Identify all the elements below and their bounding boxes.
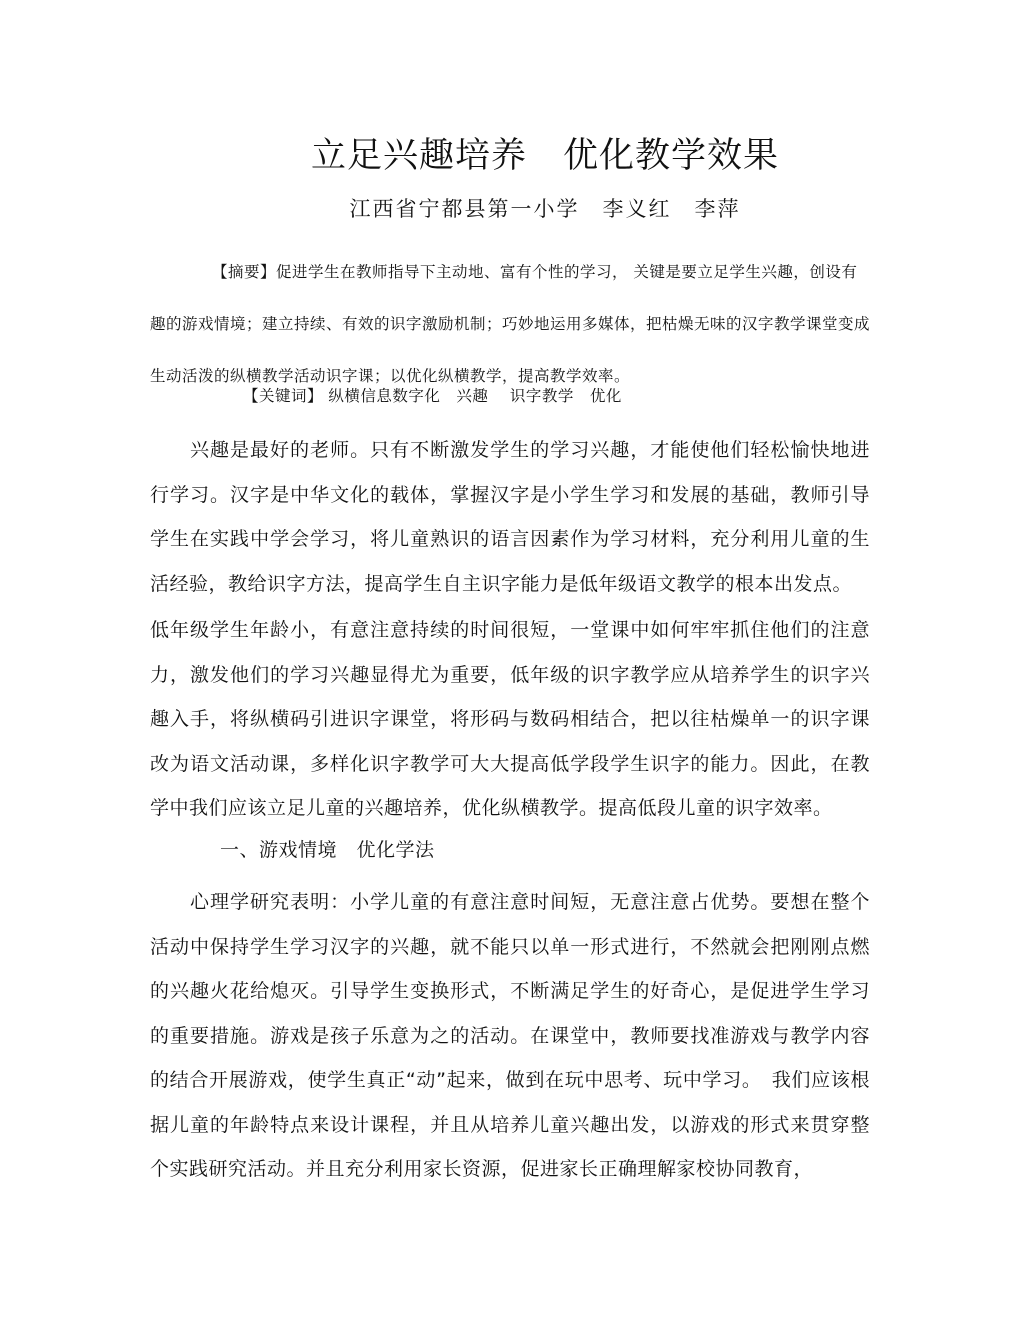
body-paragraph-2: 低年级学生年龄小，有意注意持续的时间很短，一堂课中如何牢牢抓住他们的注意力，激发他们的学习兴趣显得尤为重要，低年级的识字教学应从培养学生的识字兴趣入手，将纵横码引进识字课堂，将形码与数码相结合，把以往枯燥单一的识字课改为语文活动课，多样化识字教学可大大提高低学段学生识字的能力。因此，在教学中我们应该立足儿童的兴趣培养，优化纵横教学。提高低段儿童的识字效率。 <box>150 619 870 819</box>
keywords: 【关键词】 纵横信息数字化 兴趣 识字教学 优化 <box>243 387 622 405</box>
body-paragraph-3: 心理学研究表明：小学儿童的有意注意时间短，无意注意占优势。要想在整个活动中保持学生学习汉字的兴趣，就不能只以单一形式进行，不然就会把刚刚点燃的兴趣火花给熄灭。引导学生变换形式，不断满足学生的好奇心，是促进学生学习的重要措施。游戏是孩子乐意为之的活动。在课堂中，教师要找准游戏与教学内容的结合开展游戏，使学生真正“动”起来，做到在玩中思考、玩中学习。 我们应该根据儿童的年龄特点来设计课程，并且从培养儿童兴趣出发，以游戏的形式来贯穿整个实践研究活动。并且充分利用家长资源，促进家长正确理解家校协同教育， <box>150 891 870 1180</box>
section-heading: 一、游戏情境 优化学法 <box>220 839 435 861</box>
abstract-text: 【摘要】促进学生在教师指导下主动地、富有个性的学习， 关键是要立足学生兴趣，创设有趣的游戏情境；建立持续、有效的识字激励机制；巧妙地运用多媒体，把枯燥无味的汉字教学课堂变成生动活泼的纵横教学活动识字课；以优化纵横教学，提高教学效率。 <box>150 263 871 385</box>
document-title: 立足兴趣培养 优化教学效果 <box>310 136 779 176</box>
body-paragraph-1: 兴趣是最好的老师。只有不断激发学生的学习兴趣，才能使他们轻松愉快地进行学习。汉字是中华文化的载体，掌握汉字是小学生学习和发展的基础，教师引导学生在实践中学会学习，将儿童熟识的语言因素作为学习材料，充分利用儿童的生活经验，教给识字方法，提高学生自主识字能力是低年级语文教学的根本出发点。 <box>150 439 870 595</box>
abstract <box>150 246 870 402</box>
document-authors: 江西省宁都县第一小学 李义红 李萍 <box>349 197 741 221</box>
